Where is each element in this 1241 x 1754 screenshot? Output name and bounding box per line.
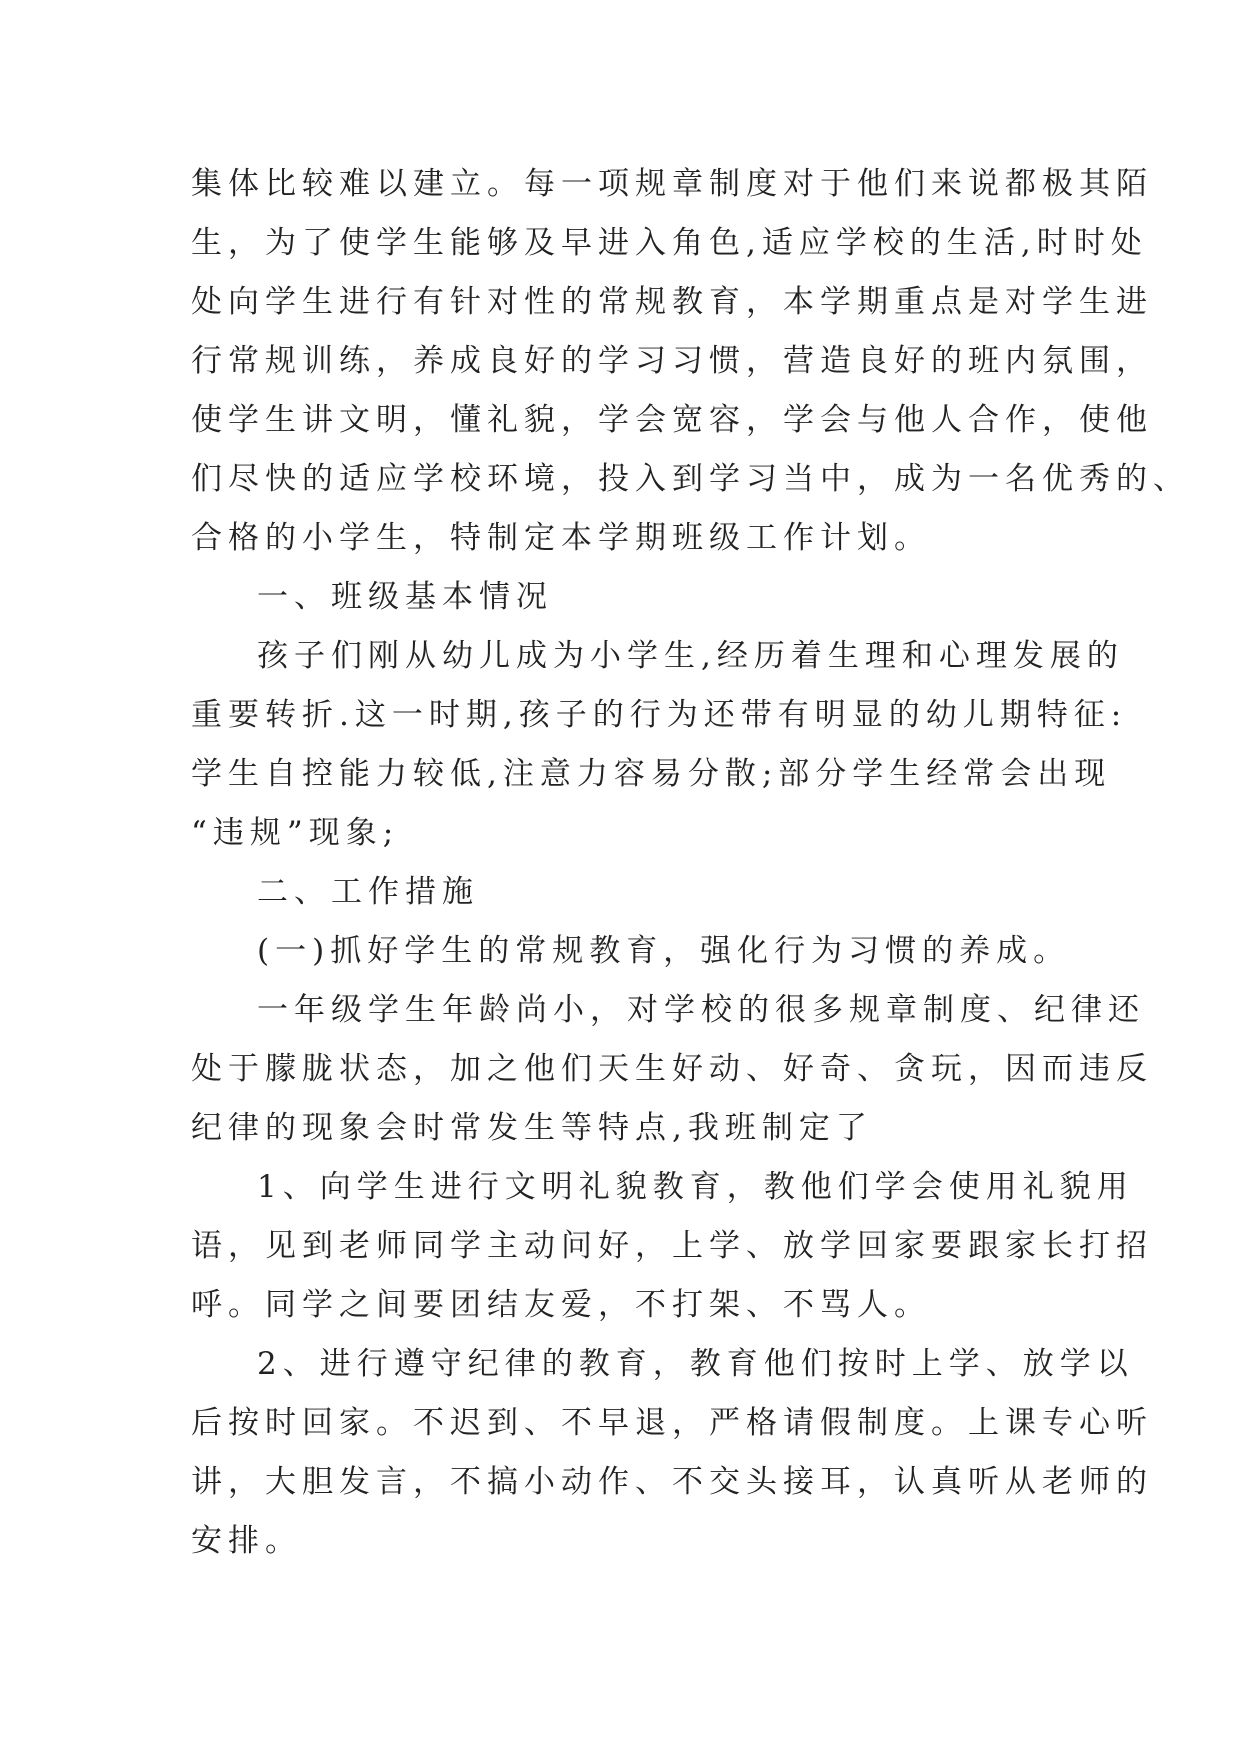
text-line: 行常规训练，养成良好的学习习惯，营造良好的班内氛围，: [191, 343, 1153, 379]
text-line: 二、工作措施: [257, 874, 479, 910]
text-line: 一年级学生年龄尚小，对学校的很多规章制度、纪律还: [257, 992, 1145, 1028]
text-line: 安排。: [191, 1523, 302, 1559]
text-line: 讲，大胆发言，不搞小动作、不交头接耳，认真听从老师的: [191, 1464, 1153, 1500]
text-line: “违规”现象;: [191, 815, 400, 851]
text-line: 语，见到老师同学主动问好，上学、放学回家要跟家长打招: [191, 1228, 1153, 1264]
text-line: 2、进行遵守纪律的教育，教育他们按时上学、放学以: [257, 1346, 1134, 1382]
text-line: 呼。同学之间要团结友爱，不打架、不骂人。: [191, 1287, 931, 1323]
text-line: 学生自控能力较低,注意力容易分散;部分学生经常会出现: [191, 756, 1112, 792]
text-line: 们尽快的适应学校环境，投入到学习当中，成为一名优秀的、: [191, 461, 1190, 497]
text-line: 后按时回家。不迟到、不早退，严格请假制度。上课专心听: [191, 1405, 1153, 1441]
text-line: 孩子们刚从幼儿成为小学生,经历着生理和心理发展的: [257, 638, 1124, 674]
text-line: 1、向学生进行文明礼貌教育，教他们学会使用礼貌用: [257, 1169, 1134, 1205]
text-line: (一)抓好学生的常规教育，强化行为习惯的养成。: [257, 933, 1071, 969]
text-line: 使学生讲文明，懂礼貌，学会宽容，学会与他人合作，使他: [191, 402, 1153, 438]
text-line: 生，为了使学生能够及早进入角色,适应学校的生活,时时处: [191, 225, 1148, 261]
document-body: [191, 155, 1190, 1571]
text-line: 合格的小学生，特制定本学期班级工作计划。: [191, 520, 931, 556]
text-line: 一、班级基本情况: [257, 579, 553, 615]
text-line: 处向学生进行有针对性的常规教育，本学期重点是对学生进: [191, 284, 1153, 320]
text-line: 重要转折.这一时期,孩子的行为还带有明显的幼儿期特征:: [191, 697, 1128, 733]
text-line: 处于朦胧状态，加之他们天生好动、好奇、贪玩，因而违反: [191, 1051, 1153, 1087]
text-line: 集体比较难以建立。每一项规章制度对于他们来说都极其陌: [191, 166, 1153, 202]
text-line: 纪律的现象会时常发生等特点,我班制定了: [191, 1110, 873, 1146]
